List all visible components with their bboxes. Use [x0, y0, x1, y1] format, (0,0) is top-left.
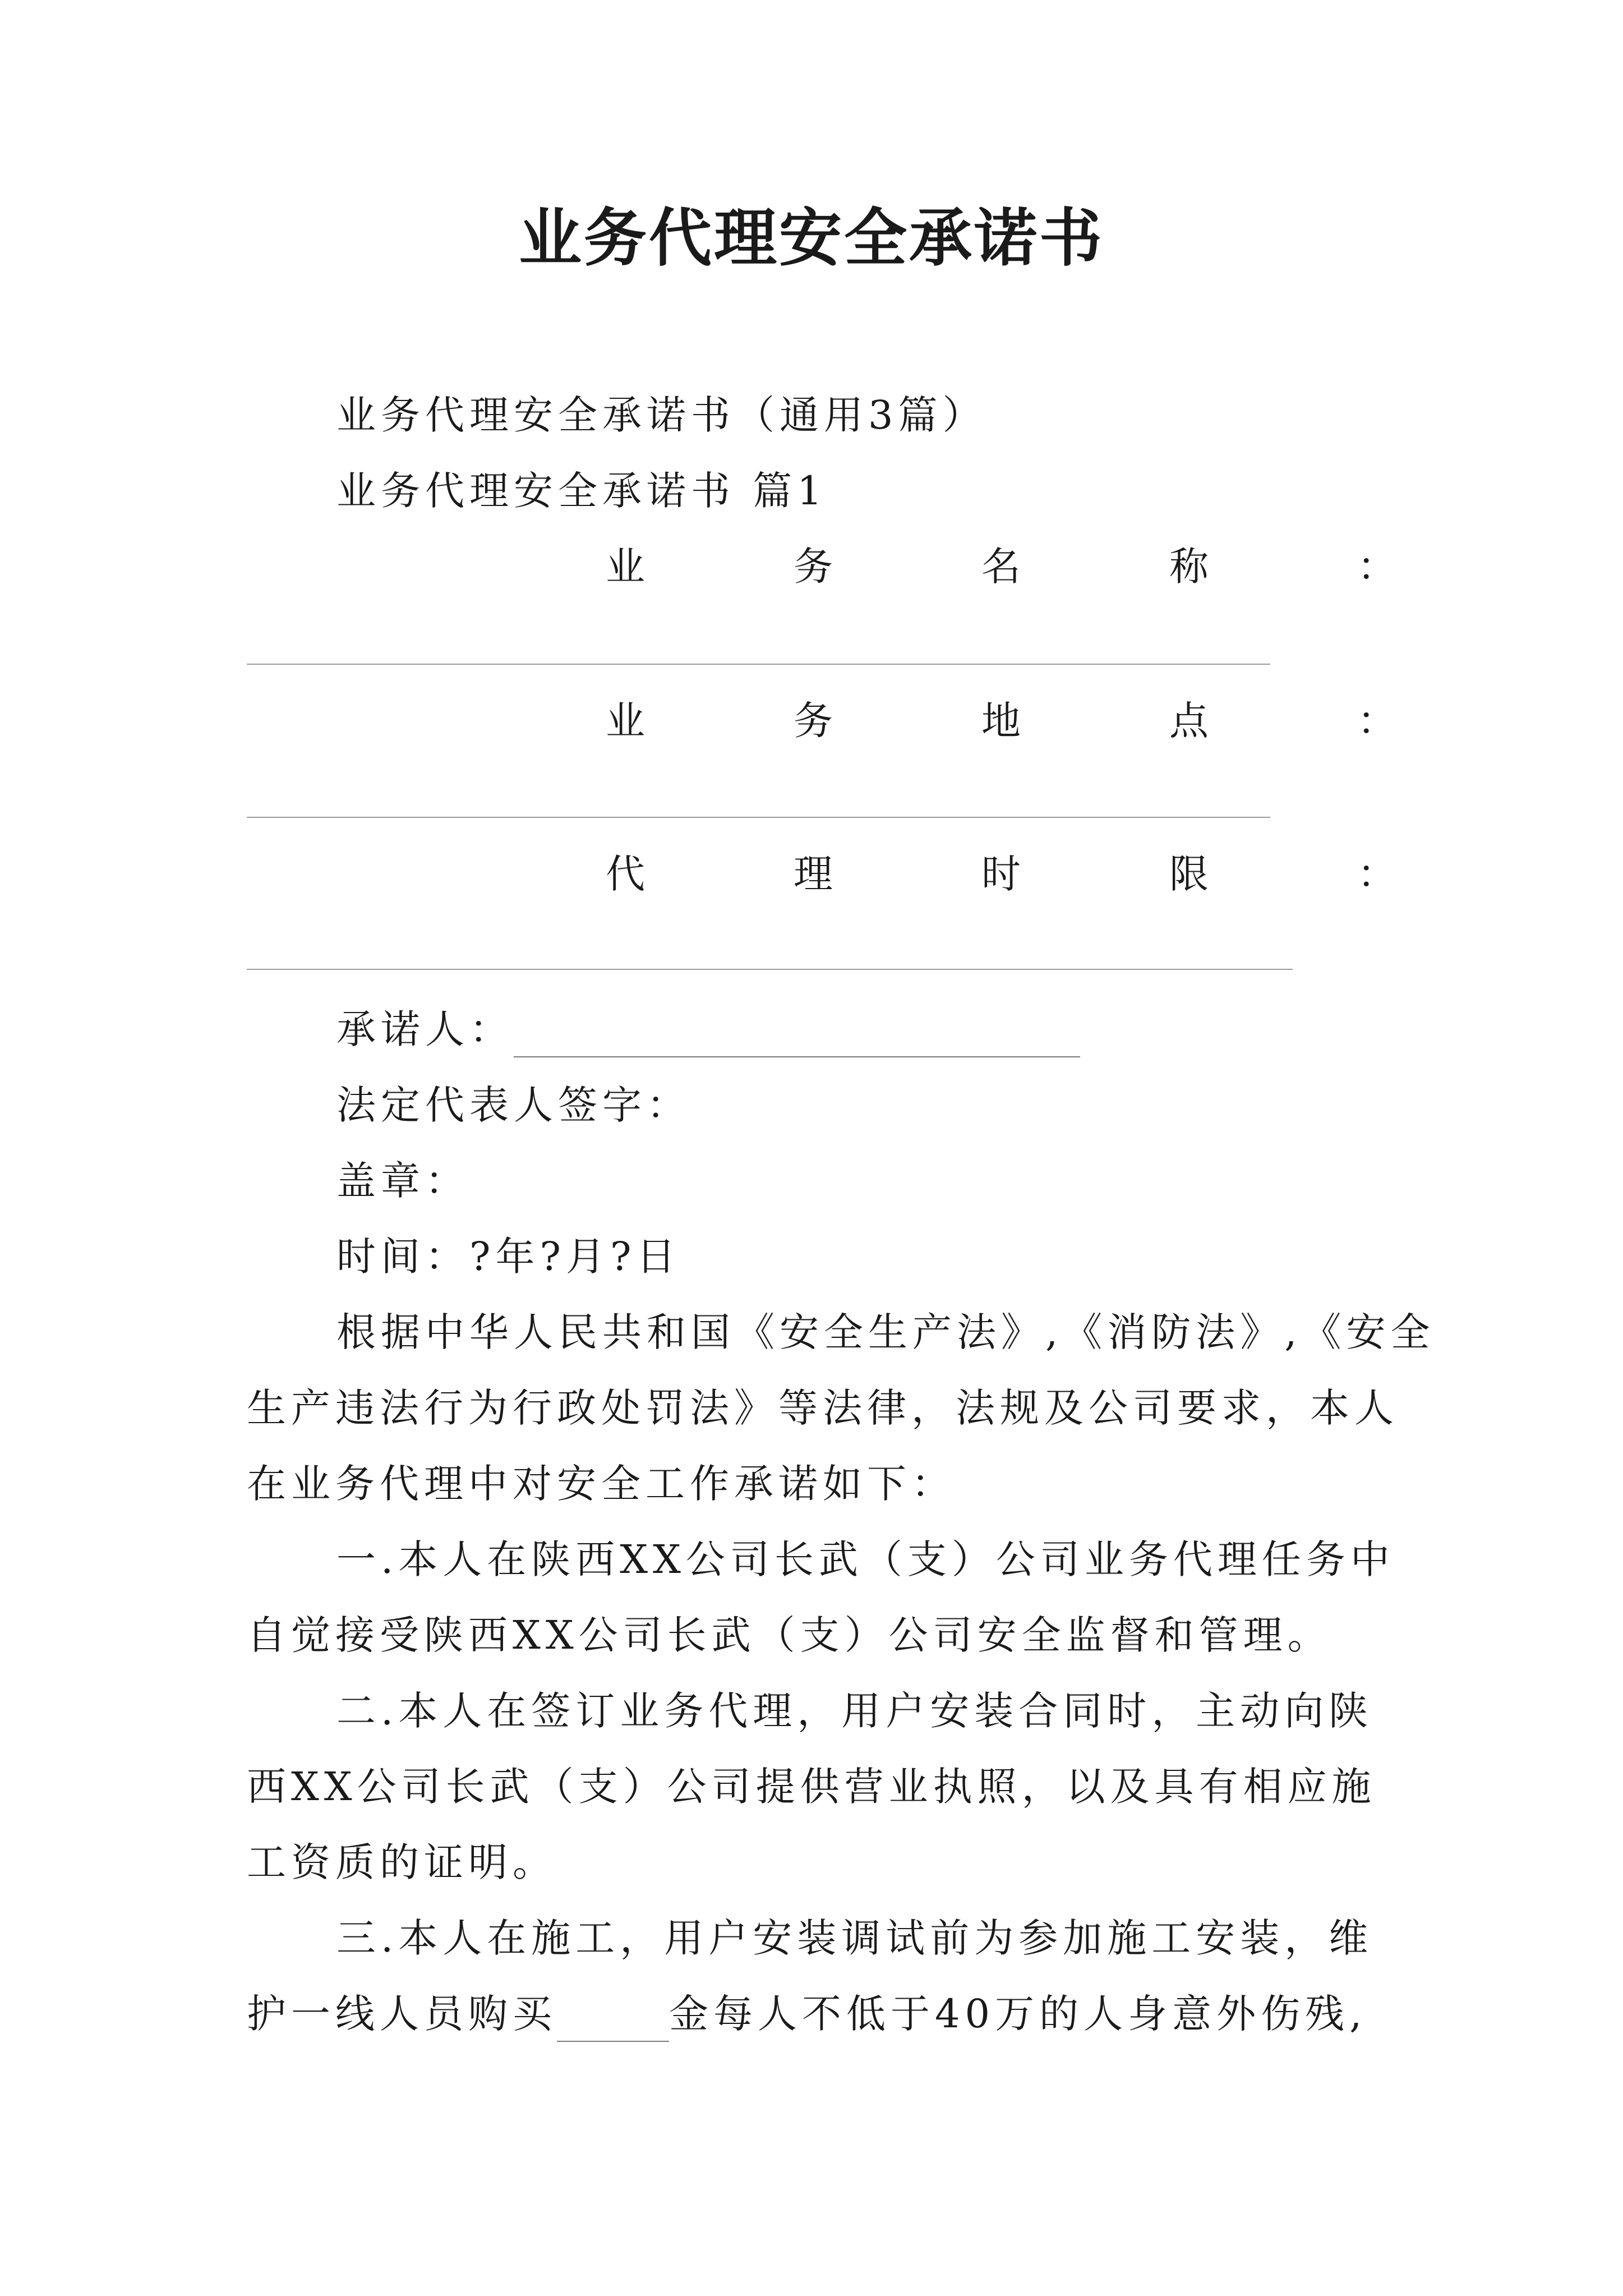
section-heading: 业务代理安全承诺书 篇1 [336, 468, 827, 514]
field-char: 务 [794, 544, 833, 590]
field-char: 限 [1169, 851, 1209, 897]
field-char: 点 [1169, 698, 1209, 744]
field-char: 代 [606, 851, 645, 897]
item3-text-end: 金每人不低于40万的人身意外伤残, [669, 1991, 1367, 2037]
document-title: 业务代理安全承诺书 [519, 201, 1104, 275]
field-colon: ： [1357, 698, 1396, 744]
item1-line: 一.本人在陕西XX公司长武（支）公司业务代理任务中 [336, 1536, 1395, 1582]
promisor-label: 承诺人： [336, 1006, 514, 1052]
promisor-line [336, 1001, 1080, 1057]
field-colon: ： [1357, 851, 1396, 897]
field-char: 业 [606, 698, 645, 744]
agency-term-blank-line [247, 969, 1293, 970]
item3-line [247, 1986, 1367, 2042]
item1-line: 自觉接受陕西XX公司长武（支）公司安全监督和管理。 [247, 1612, 1332, 1658]
item2-line: 二.本人在签订业务代理，用户安装合同时，主动向陕 [336, 1688, 1373, 1734]
time-label: 时间：?年?月?日 [336, 1234, 681, 1280]
field-char: 务 [794, 698, 833, 744]
intro-line: 生产违法行为行政处罚法》等法律，法规及公司要求，本人 [247, 1385, 1399, 1431]
intro-line: 根据中华人民共和国《安全生产法》,《消防法》,《安全 [336, 1309, 1435, 1355]
intro-line: 在业务代理中对安全工作承诺如下： [247, 1461, 956, 1507]
promisor-blank [514, 1013, 1080, 1057]
item3-line: 三.本人在施工，用户安装调试前为参加施工安装，维 [336, 1915, 1373, 1961]
insurance-type-blank [557, 1997, 669, 2042]
item2-line: 工资质的证明。 [247, 1839, 557, 1885]
field-char: 名 [981, 544, 1021, 590]
field-business-name [606, 539, 1396, 595]
field-char: 地 [981, 698, 1021, 744]
subtitle: 业务代理安全承诺书（通用3篇） [336, 392, 987, 438]
seal-label: 盖章： [336, 1158, 469, 1204]
business-location-blank-line [247, 817, 1270, 818]
field-colon: ： [1357, 544, 1396, 590]
field-char: 业 [606, 544, 645, 590]
field-agency-term [606, 846, 1396, 902]
field-char: 理 [794, 851, 833, 897]
item2-line: 西XX公司长武（支）公司提供营业执照，以及具有相应施 [247, 1764, 1376, 1810]
business-name-blank-line [247, 664, 1270, 665]
field-char: 时 [981, 851, 1021, 897]
field-business-location [606, 693, 1396, 749]
item3-text-start: 护一线人员购买 [247, 1991, 557, 2037]
field-char: 称 [1169, 544, 1209, 590]
legal-rep-signature-label: 法定代表人签字： [336, 1082, 691, 1128]
